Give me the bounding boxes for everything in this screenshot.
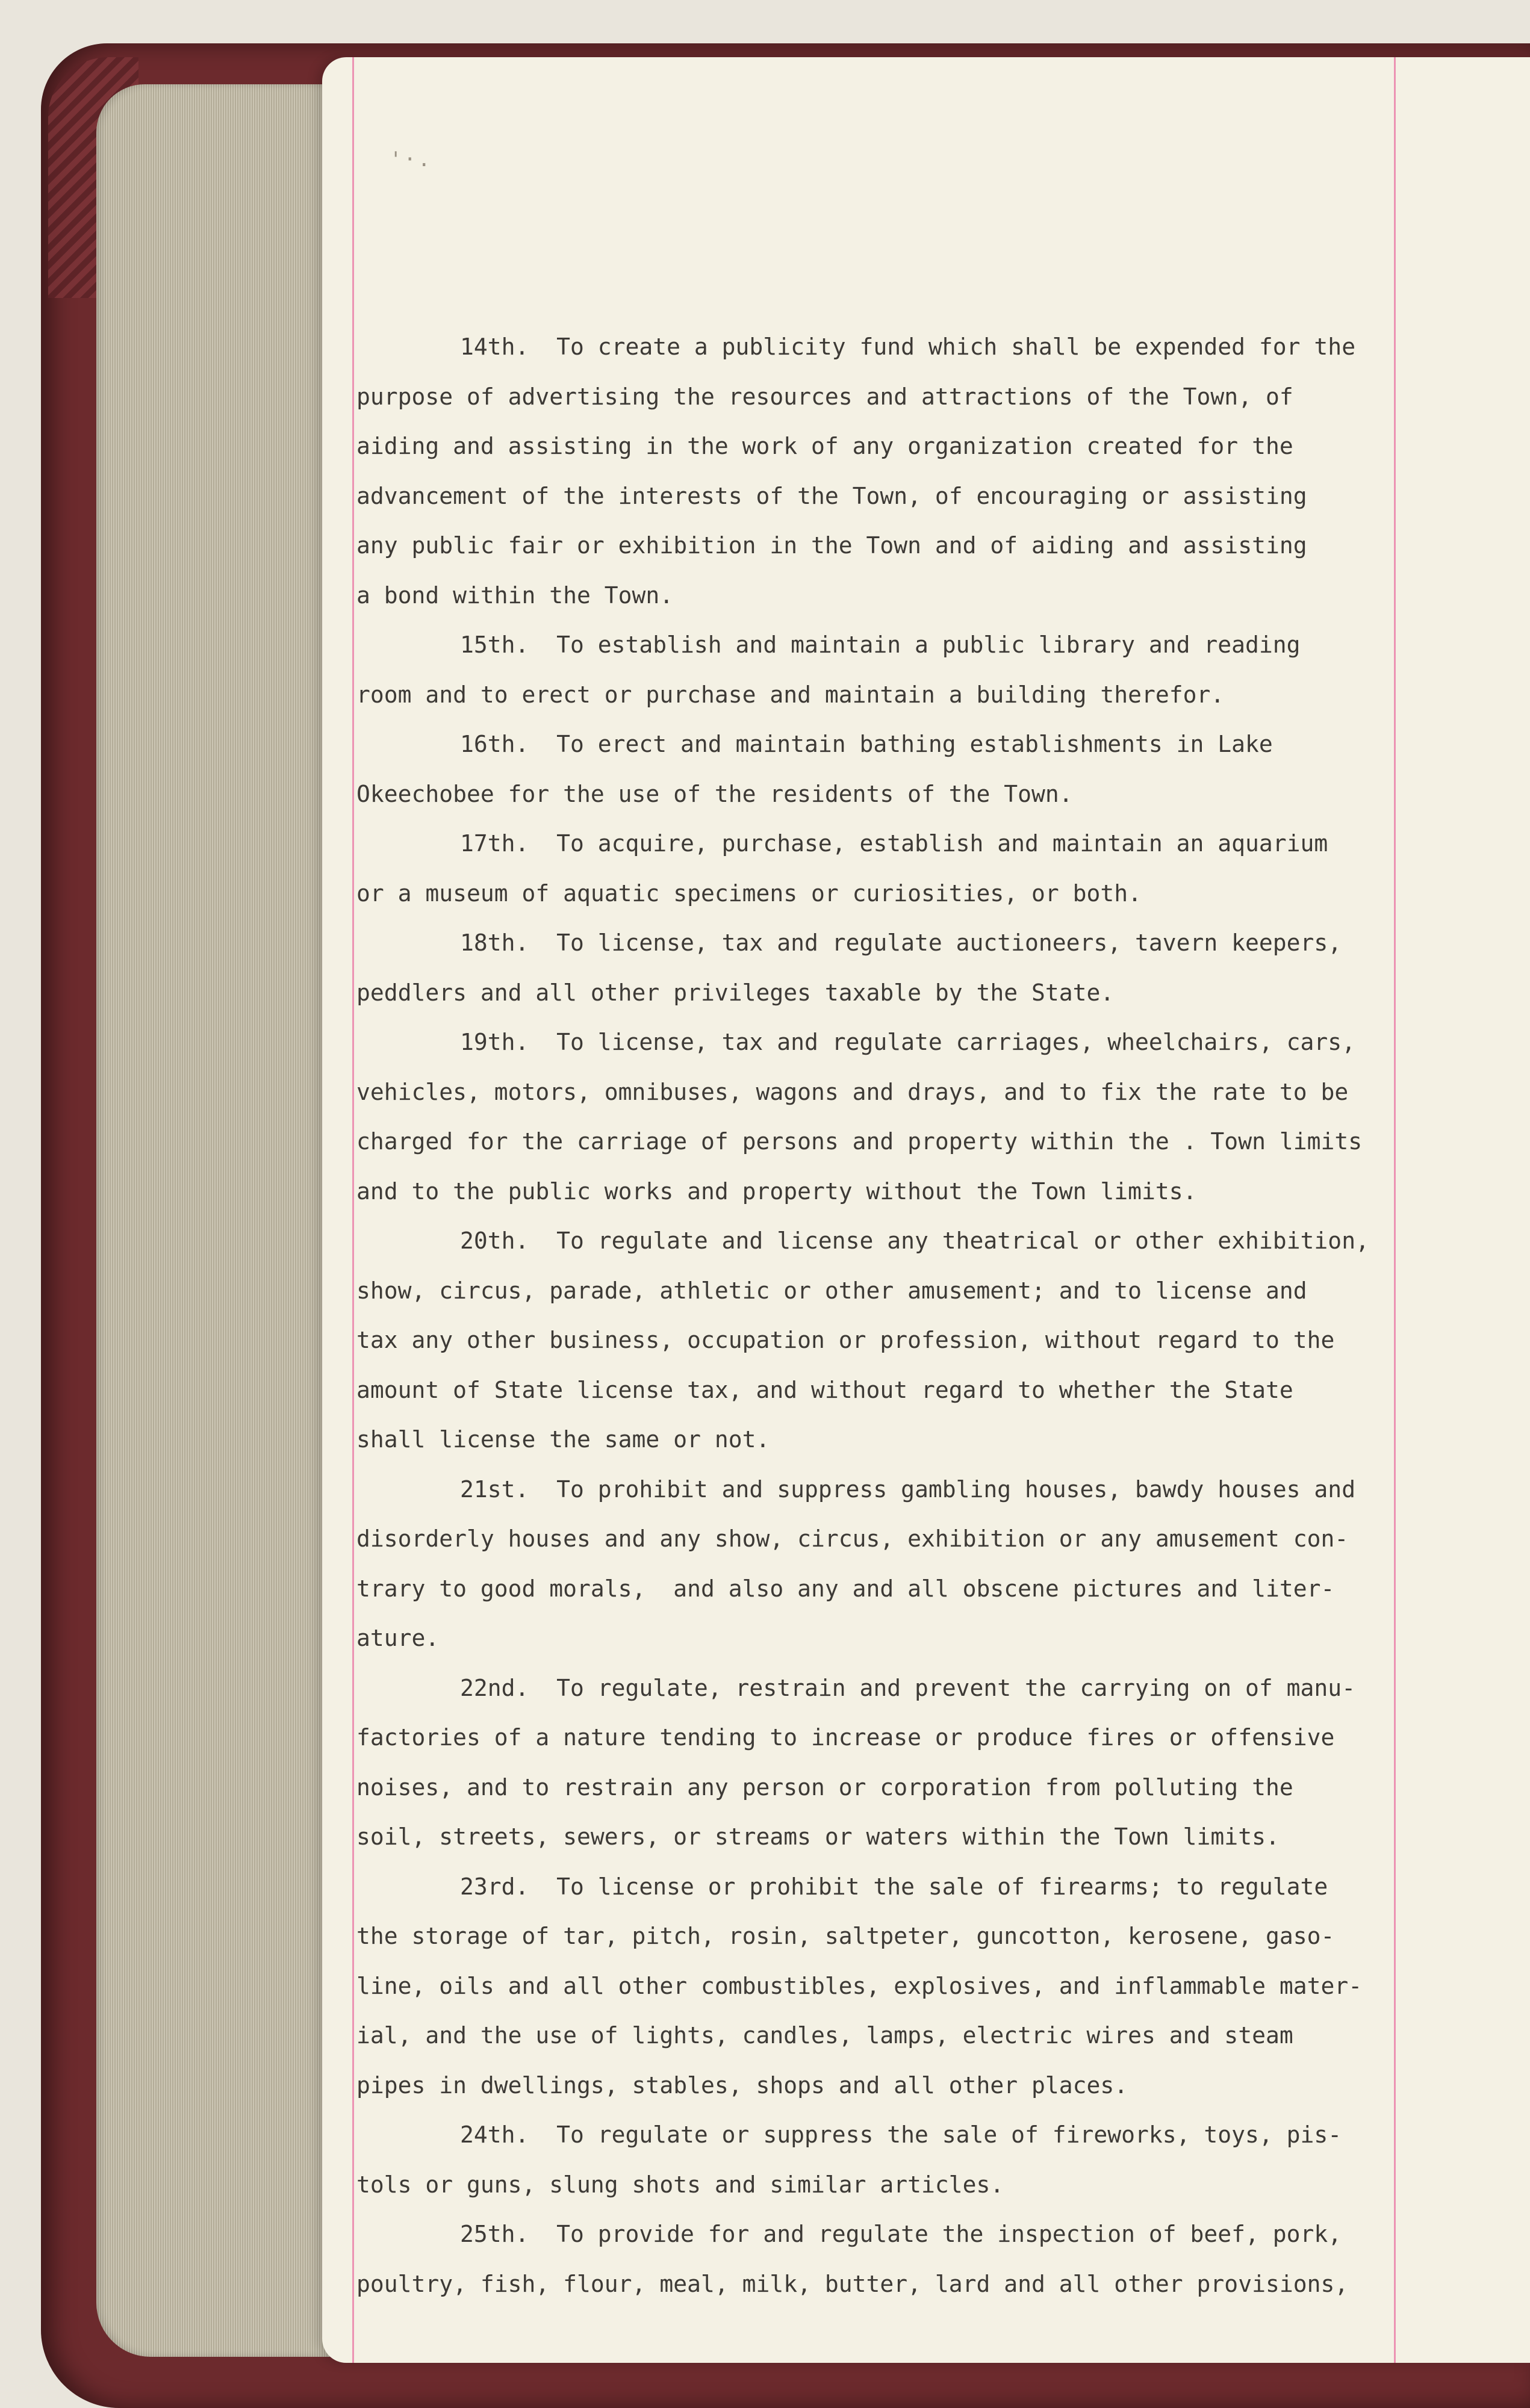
text-line: or a museum of aquatic specimens or curiosities, or both. [356,880,1142,907]
left-margin-rule [352,57,354,2363]
text-line: noises, and to restrain any person or corporation from polluting the [356,1773,1293,1801]
text-line: purpose of advertising the resources and attractions of the Town, of [356,383,1293,410]
text-line: line, oils and all other combustibles, explosives, and inflammable mater- [356,1972,1363,1999]
text-line: ial, and the use of lights, candles, lamps, electric wires and steam [356,2022,1293,2049]
text-line: disorderly houses and any show, circus, exhibition or any amusement con- [356,1525,1349,1552]
text-line: 25th. To provide for and regulate the inspection of beef, pork, [460,2221,1342,2247]
typed-text-block [356,322,1476,2309]
text-line: aiding and assisting in the work of any organization created for the [356,433,1293,459]
text-line: room and to erect or purchase and maintain a building therefor. [356,681,1225,708]
text-line: tols or guns, slung shots and similar articles. [356,2171,1004,2198]
text-line: 15th. To establish and maintain a public library and reading [460,631,1301,658]
text-line: 17th. To acquire, purchase, establish and maintain an aquarium [460,830,1328,857]
text-line: 19th. To license, tax and regulate carriages, wheelchairs, cars, [460,1029,1356,1055]
text-line: 18th. To license, tax and regulate auctioneers, tavern keepers, [460,929,1342,956]
text-line: tax any other business, occupation or profession, without regard to the [356,1327,1335,1353]
text-line: pipes in dwellings, stables, shops and all other places. [356,2071,1128,2099]
ledger-page [322,57,1530,2363]
text-line: ature. [356,1625,440,1651]
text-line: soil, streets, sewers, or streams or waters within the Town limits. [356,1823,1280,1850]
text-line: vehicles, motors, omnibuses, wagons and drays, and to fix the rate to be [356,1078,1349,1105]
text-line: peddlers and all other privileges taxable by the State. [356,979,1115,1006]
text-line: and to the public works and property without the Town limits. [356,1178,1197,1205]
text-line: shall license the same or not. [356,1426,770,1453]
text-line: show, circus, parade, athletic or other amusement; and to license and [356,1277,1307,1304]
text-line: charged for the carriage of persons and property within the . Town limits [356,1128,1363,1155]
text-line: 16th. To erect and maintain bathing establishments in Lake [460,731,1273,757]
text-line: 23rd. To license or prohibit the sale of firearms; to regulate [460,1873,1328,1900]
text-line: 20th. To regulate and license any theatrical or other exhibition, [460,1227,1369,1254]
text-line: amount of State license tax, and without regard to whether the State [356,1376,1293,1403]
text-line: trary to good morals, and also any and all obscene pictures and liter- [356,1575,1335,1602]
text-line: 22nd. To regulate, restrain and prevent the carrying on of manu- [460,1674,1356,1701]
text-line: poultry, fish, flour, meal, milk, butter, lard and all other provisions, [356,2270,1349,2297]
text-line: any public fair or exhibition in the Town and of aiding and assisting [356,532,1307,559]
page-edges [96,84,355,2357]
text-line: the storage of tar, pitch, rosin, saltpeter, guncotton, kerosene, gaso- [356,1923,1335,1949]
text-line: 24th. To regulate or suppress the sale of fireworks, toys, pis- [460,2121,1342,2148]
page-marks: '·. [390,147,432,172]
text-line: factories of a nature tending to increase or produce fires or offensive [356,1724,1335,1751]
text-line: advancement of the interests of the Town, of encouraging or assisting [356,482,1307,509]
text-line: 21st. To prohibit and suppress gambling houses, bawdy houses and [460,1476,1356,1503]
text-line: a bond within the Town. [356,582,674,609]
text-line: 14th. To create a publicity fund which shall be expended for the [460,334,1356,360]
text-line: Okeechobee for the use of the residents of the Town. [356,780,1073,807]
